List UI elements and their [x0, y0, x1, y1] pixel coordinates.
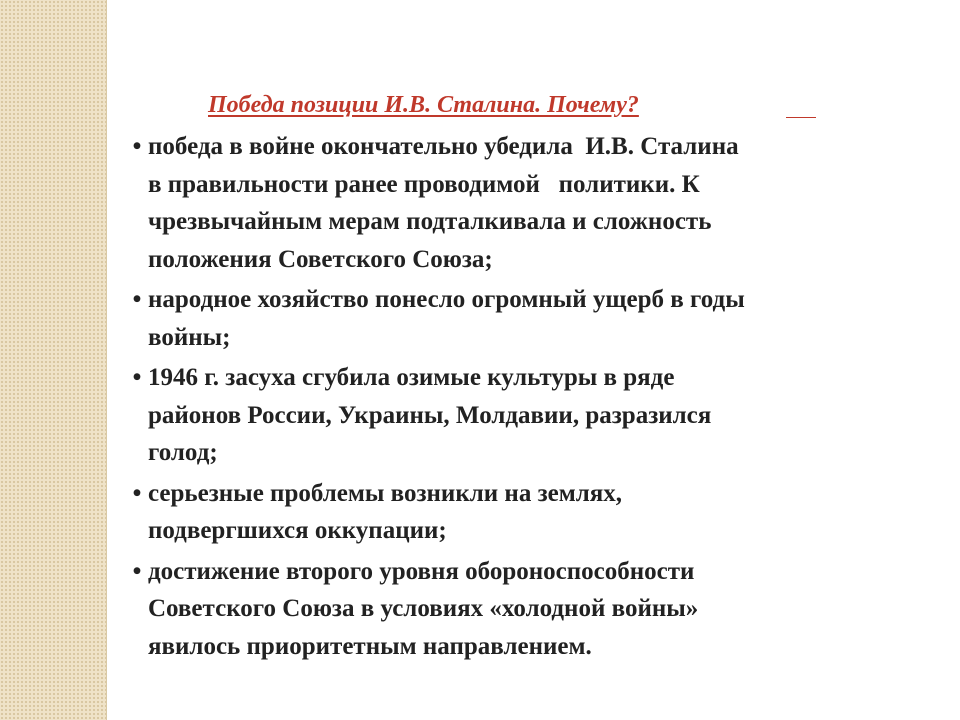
bullet-icon: • — [132, 364, 142, 391]
bullet-icon: • — [132, 133, 142, 160]
title-underline-tail — [786, 117, 816, 118]
bullet-text-line: подвергшихся оккупации; — [148, 517, 447, 544]
bullet-text-line: явилось приоритетным направлением. — [148, 632, 592, 660]
bullet-list — [132, 128, 932, 668]
bullet-icon: • — [132, 286, 142, 313]
bullet-icon: • — [132, 479, 142, 507]
bullet-text-line: 1946 г. засуха сгубила озимые культуры в ряде — [148, 364, 675, 391]
bullet-text-line: войны; — [148, 323, 231, 351]
bullet-text-line: победа в войне окончательно убедила И.В. Сталина — [148, 133, 739, 160]
bullet-text-line: районов России, Украины, Молдавии, разразился — [148, 401, 712, 429]
bullet-text-line: голод; — [148, 439, 218, 466]
bullet-text-line: достижение второго уровня обороноспособности — [148, 557, 695, 585]
list-item — [132, 128, 932, 278]
bullet-text-line: в правильности ранее проводимой политики. К — [148, 170, 700, 198]
bullet-text-line: народное хозяйство понесло огромный ущерб в годы — [148, 286, 745, 313]
bullet-icon: • — [132, 557, 142, 585]
list-item — [132, 281, 932, 356]
decorative-side-strip — [0, 0, 106, 720]
list-item — [132, 553, 932, 666]
slide-title: Победа позиции И.В. Сталина. Почему? — [208, 92, 639, 118]
side-strip-border — [106, 0, 107, 720]
bullet-text-line: чрезвычайным мерам подталкивала и сложность — [148, 208, 712, 235]
bullet-text-line: Советского Союза в условиях «холодной войны» — [148, 595, 699, 622]
list-item — [132, 475, 932, 550]
list-item — [132, 359, 932, 472]
bullet-text-line: положения Советского Союза; — [148, 245, 493, 273]
bullet-text-line: серьезные проблемы возникли на землях, — [148, 479, 623, 507]
